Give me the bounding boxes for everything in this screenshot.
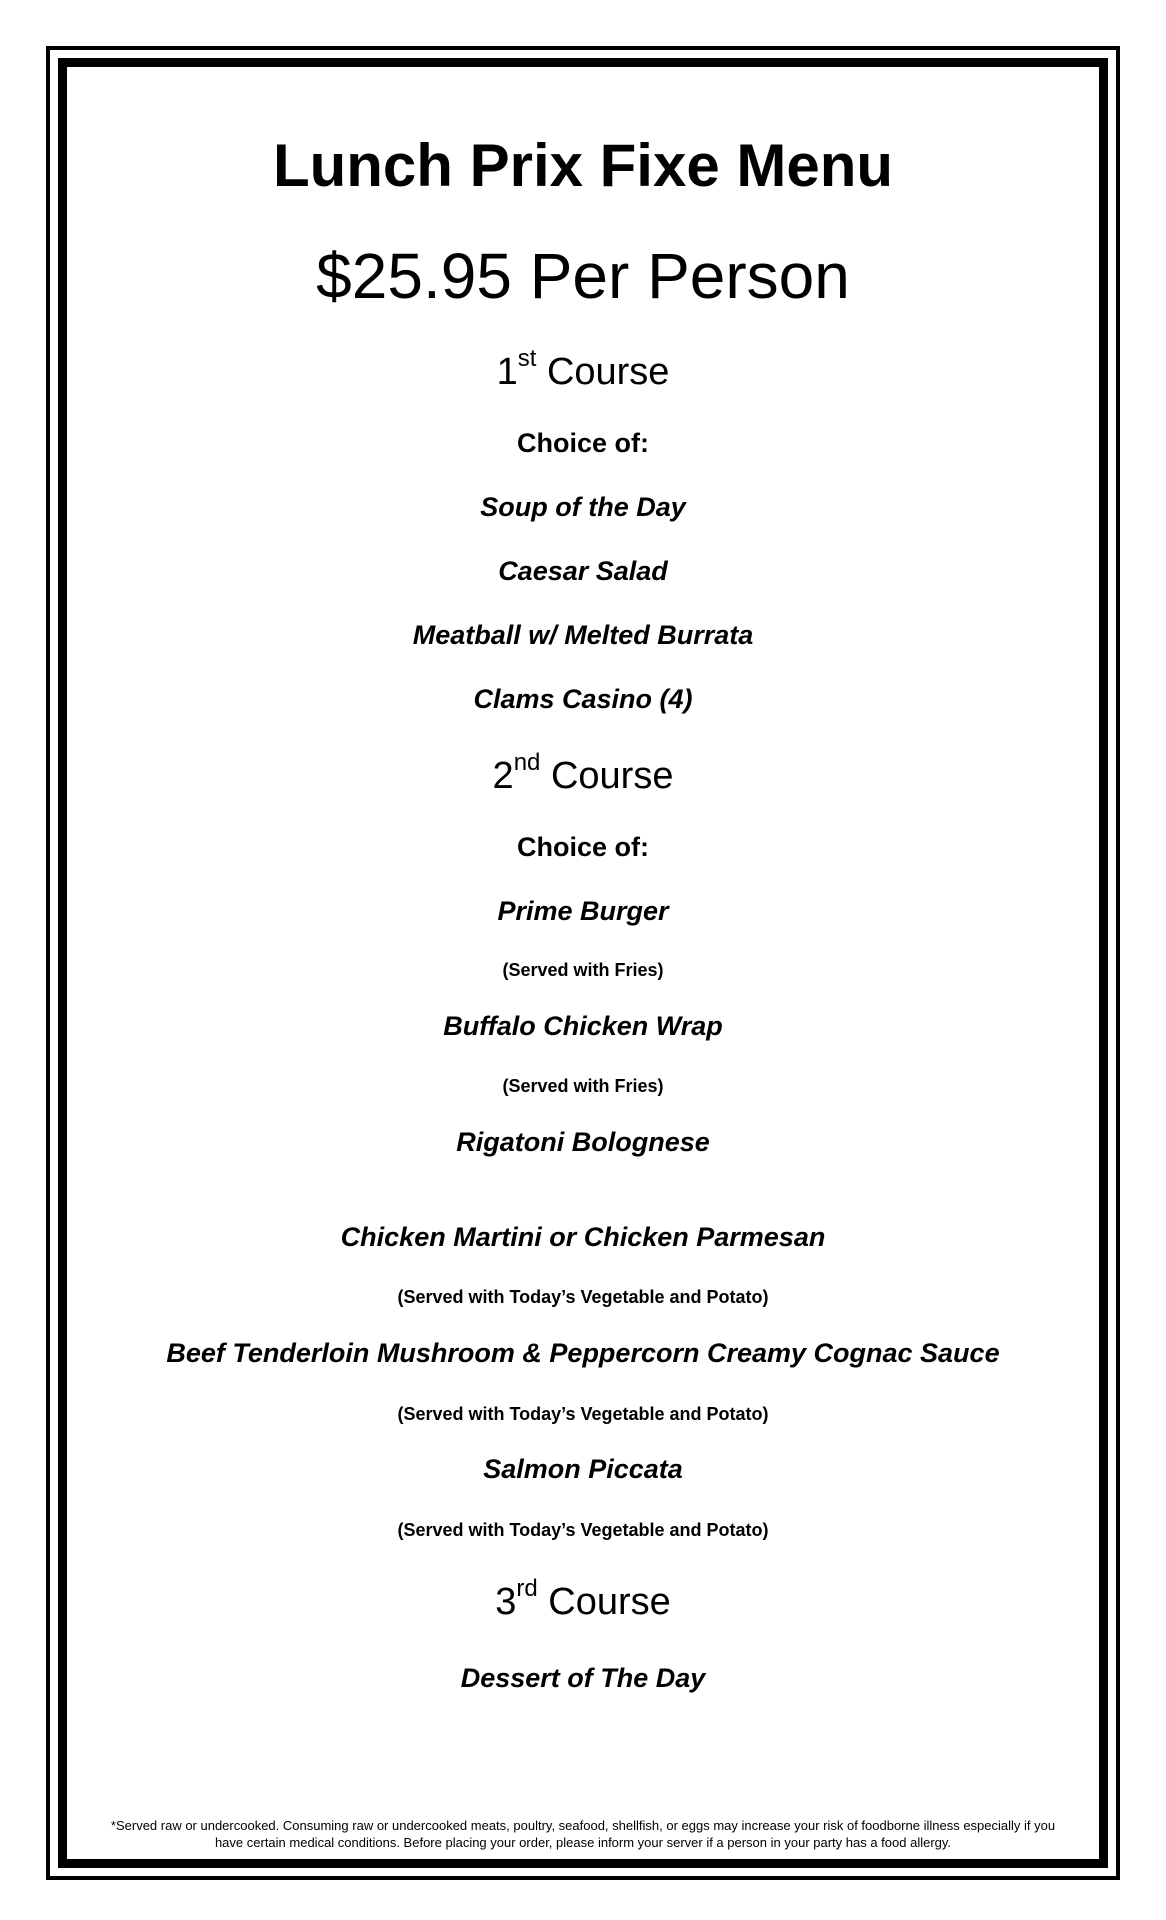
course-2-word: Course: [550, 755, 674, 797]
menu-item: Chicken Martini or Chicken Parmesan: [340, 1222, 826, 1252]
menu-item-note: (Served with Today’s Vegetable and Potato): [397, 1520, 769, 1540]
menu-item: Buffalo Chicken Wrap: [443, 1011, 723, 1041]
course-3-heading: [67, 1575, 1099, 1624]
course-1-suffix: st: [517, 345, 537, 373]
menu-item: Clams Casino (4): [473, 684, 693, 714]
menu-item: Soup of the Day: [480, 492, 686, 522]
course-2-suffix: nd: [513, 749, 541, 777]
menu-item: Salmon Piccata: [483, 1454, 683, 1484]
menu-item: Beef Tenderloin Mushroom & Peppercorn Creamy Cognac Sauce: [166, 1338, 1000, 1368]
course-3-word: Course: [548, 1581, 671, 1623]
course-3-number: 3: [495, 1581, 517, 1623]
menu-item: Caesar Salad: [498, 556, 668, 586]
menu-item-note: (Served with Fries): [502, 1076, 664, 1096]
menu-content: [67, 67, 1099, 1859]
menu-price: $25.95 Per Person: [316, 240, 850, 312]
course-1-word: Course: [546, 351, 670, 393]
menu-item: Dessert of The Day: [460, 1663, 706, 1693]
course-3-suffix: rd: [516, 1575, 538, 1603]
disclaimer-line-1: *Served raw or undercooked. Consuming raw or undercooked meats, poultry, seafood, shellfish, or eggs may increase your risk of foodborne illness especially if you: [110, 1818, 1056, 1833]
disclaimer-line-2: have certain medical conditions. Before placing your order, please inform your server if a person in your party has a food allergy.: [214, 1835, 952, 1850]
menu-item: Prime Burger: [497, 896, 669, 926]
menu-item-note: (Served with Today’s Vegetable and Potato): [397, 1404, 769, 1424]
menu-item: Meatball w/ Melted Burrata: [412, 620, 754, 650]
course-2-heading: [67, 749, 1099, 798]
course-2-number: 2: [492, 755, 514, 797]
course-1-heading: [67, 345, 1099, 394]
allergy-disclaimer: [67, 1817, 1099, 1851]
course-2-choice-label: Choice of:: [517, 832, 649, 862]
menu-item-note: (Served with Today’s Vegetable and Potato): [397, 1287, 769, 1307]
menu-title: Lunch Prix Fixe Menu: [272, 132, 894, 199]
course-1-number: 1: [496, 351, 518, 393]
menu-item: Rigatoni Bolognese: [456, 1127, 710, 1157]
menu-item-note: (Served with Fries): [502, 960, 664, 980]
course-1-choice-label: Choice of:: [517, 428, 649, 458]
